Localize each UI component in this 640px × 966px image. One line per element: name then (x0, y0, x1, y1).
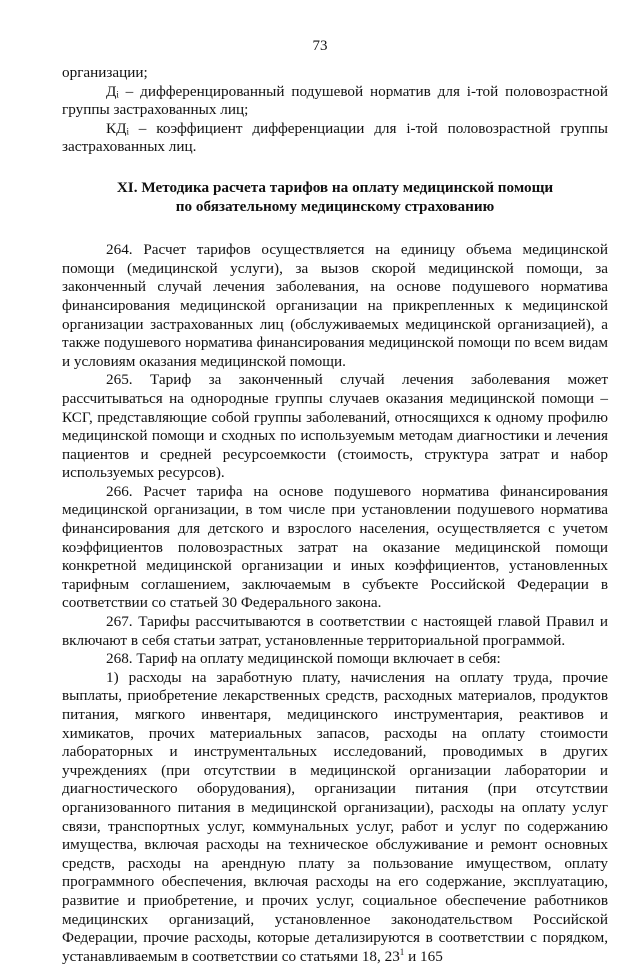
intro-line-di: Дᵢ – дифференцированный подушевой норматив для i-той половозрастной группы застрахованных лиц; (62, 82, 608, 119)
item-1-text: 1) расходы на заработную плату, начисления на оплату труда, прочие выплаты, приобретение лекарственных средств, расходных материалов, продуктов питания, мягкого инвентаря, медицинского инструментария, реактивов и химикатов, прочих материальных запасов, расходы на оплату стоимости лабораторных и инструментальных исследований, проводимых в других учреждениях (при отсутствии в медицинской организации лаборатории и диагностического оборудования), организации питания (при отсутствии организованного питания в медицинской организации), расходы на оплату услуг связи, транспортных услуг, коммунальных услуг, работ и услуг по содержанию имущества, включая расходы на техническое обслуживание и ремонт основных средств, расходы на арендную плату за пользование имуществом, оплату программного обеспечения, включая расходы на его содержание, эксплуатацию, развитие и приобретение, и прочих услуг, социальное обеспечение работников медицинских организаций, установленное законодательством Российской Федерации, прочие расходы, которые детализируются в соответствии с порядком, устанавливаемым в соответствии со статьями 18, 23 (62, 668, 608, 965)
section-heading-line-2: по обязательному медицинскому страхованию (175, 197, 495, 215)
page-content (62, 64, 608, 966)
paragraph-268-item-1 (62, 669, 608, 966)
paragraph-266: 266. Расчет тарифа на основе подушевого норматива финансирования медицинской организации, в том числе при установлении подушевого норматива финансирования для детского и взрослого населения, осуществляется с учетом коэффициентов половозрастных затрат на оказание медицинской помощи конкретной медицинской организации и иных коэффициентов, установленных тарифным соглашением, заключаемым в субъекте Российской Федерации в соответствии со статьей 30 Федерального закона. (62, 482, 608, 612)
section-heading-line-1: XI. Методика расчета тарифов на оплату медицинской помощи (116, 178, 554, 196)
paragraph-264: 264. Расчет тарифов осуществляется на единицу объема медицинской помощи (медицинской услуги), за вызов скорой медицинской помощи, за законченный случай лечения заболевания, на основе подушевого норматива финансирования медицинской организации на прикрепленных к медицинской организации застрахованных лиц (обслуживаемых медицинской организацией), а также подушевого норматива финансирования медицинской помощи по всем видам и условиям оказания медицинской помощи. (62, 241, 608, 370)
paragraph-268: 268. Тариф на оплату медицинской помощи включает в себя: (106, 650, 501, 668)
item-1-superscript: 1 (399, 946, 405, 957)
intro-line-1: организации; (62, 64, 148, 81)
intro-line-kdi: КДᵢ – коэффициент дифференциации для i-той половозрастной группы застрахованных лиц. (62, 119, 608, 156)
section-heading (62, 179, 608, 216)
paragraph-265: 265. Тариф за законченный случай лечения заболевания может рассчитываться на однородные группы случаев оказания медицинской помощи – КСГ, представляющие собой группы заболеваний, относящихся к одному профилю медицинской помощи и сходных по используемым методам диагностики и лечения пациентов и средней ресурсоемкости (стоимость, структура затрат и набор используемых ресурсов). (62, 371, 608, 482)
page-number: 73 (312, 38, 328, 54)
paragraph-267: 267. Тарифы рассчитываются в соответствии с настоящей главой Правил и включают в себя статьи затрат, установленные территориальной программой. (62, 613, 608, 649)
item-1-tail: и 165 (404, 947, 443, 965)
